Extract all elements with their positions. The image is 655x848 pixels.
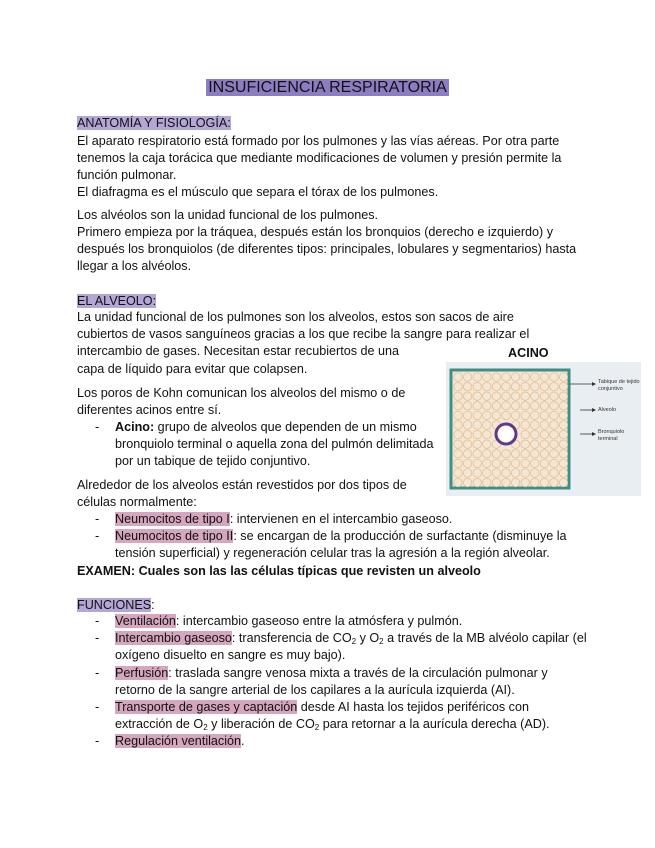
anatomia-paragraph-4: Primero empieza por la tráquea, después están los bronquios (derecho e izquierdo) y después los bronquiolos (de diferentes tipos: principales, lobulares y segmentarios) hasta llegar a los alvéolos. — [77, 225, 577, 274]
acino-list — [77, 419, 452, 471]
list-item: - Acino: grupo de alveolos que dependen de un mismo bronquiolo terminal o aquella zona del pulmón delimitada por un tabique de tejido conjuntivo. — [95, 420, 434, 469]
bronquiolo-terminal-circle — [496, 424, 516, 444]
neumocitos-list — [77, 511, 587, 563]
alveolo-paragraph-1-end: capa de líquido para evitar que colapsen. — [77, 362, 308, 376]
figure-title: ACINO — [508, 346, 549, 360]
list-item: - Regulación ventilación. — [95, 734, 245, 749]
anatomia-paragraph-1: El aparato respiratorio está formado por los pulmones y las vías aéreas. Por otra parte tenemos la caja torácica que mediante modificaciones de volumen y presión permite la función pulmonar. — [77, 134, 562, 183]
list-item: - Neumocitos de tipo II: se encargan de la producción de surfactante (disminuye la tensión superficial) y regeneración celular tras la agresión a la región alveolar. — [95, 529, 567, 561]
list-item: - Ventilación: intercambio gaseoso entre la atmósfera y pulmón. — [95, 614, 463, 628]
section-heading-anatomia: ANATOMÍA Y FISIOLOGÍA: — [77, 116, 231, 130]
alveolo-paragraph-3: Alrededor de los alveolos están revestidos por dos tipos de células normalmente: — [77, 478, 407, 510]
section-heading-funciones: FUNCIONES: — [77, 598, 155, 612]
arrowhead — [592, 432, 596, 436]
page-title: INSUFICIENCIA RESPIRATORIA — [208, 79, 447, 96]
list-item: - Neumocitos de tipo I: intervienen en el intercambio gaseoso. — [95, 512, 453, 526]
list-item: - Intercambio gaseoso: transferencia de $CO_2$ y $O_2$ a través de la MB alvéolo capilar (el oxígeno disuelto en sangre es muy bajo). — [95, 631, 587, 663]
arrowhead — [592, 408, 596, 412]
label-alveolo: Alveolo — [598, 407, 617, 413]
alveolo-paragraph-1: La unidad funcional de los pulmones son los alveolos, estos son sacos de aire cubiertos de vasos sanguíneos gracias a los que recibe la sangre para realizar el intercambio de gases. Necesitan estar recubiertos de una — [77, 310, 530, 359]
exam-question: EXAMEN: Cuales son las las células típicas que revisten un alveolo — [77, 564, 481, 578]
anatomia-paragraph-3: Los alvéolos son la unidad funcional de los pulmones. — [77, 208, 379, 222]
section-heading-alveolo: EL ALVEOLO: — [77, 294, 157, 308]
anatomia-paragraph-2: El diafragma es el músculo que separa el tórax de los pulmones. — [77, 185, 439, 199]
alveolo-paragraph-2: Los poros de Kohn comunican los alveolos del mismo o de diferentes acinos entre sí. — [77, 386, 406, 418]
list-item: - Perfusión: traslada sangre venosa mixta a través de la circulación pulmonar y retorno de la sangre arterial de los capilares a la aurícula izquierda (AI). — [95, 665, 548, 697]
arrowhead — [592, 382, 596, 386]
acino-figure — [446, 362, 641, 496]
funciones-list — [77, 613, 587, 751]
list-item: - Transporte de gases y captación desde AI hasta los tejidos periféricos con extracción de $O_2$ y liberación de $CO_2$ para retornar a la aurícula derecha (AD). — [95, 700, 550, 733]
label-bronquiolo: Bronquiolo terminal — [598, 429, 625, 442]
label-tabique: Tabique de tejido conjuntivo — [598, 379, 640, 392]
